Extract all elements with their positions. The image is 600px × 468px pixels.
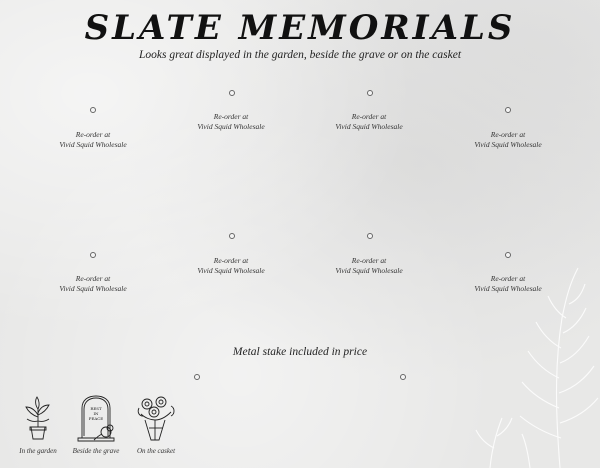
reorder-line-2: Vivid Squid Wholesale	[474, 140, 542, 149]
flower-bouquet-icon	[135, 394, 177, 444]
hanging-hole	[229, 233, 235, 239]
reorder-line-2: Vivid Squid Wholesale	[335, 266, 403, 275]
reorder-line-2: Vivid Squid Wholesale	[197, 122, 265, 131]
svg-text:REST: REST	[90, 406, 102, 411]
reorder-line-1: Re-order at	[75, 130, 111, 139]
reorder-label	[38, 274, 148, 294]
use-label-garden: In the garden	[19, 447, 57, 455]
hanging-hole	[367, 90, 373, 96]
gravestone-icon	[72, 394, 120, 444]
use-label-casket: On the casket	[136, 447, 176, 455]
reorder-line-1: Re-order at	[213, 112, 249, 121]
page-subtitle: Looks great displayed in the garden, beside the grave or on the casket	[138, 49, 462, 61]
svg-text:PEACE: PEACE	[88, 416, 104, 421]
stake-hole	[194, 374, 200, 380]
reorder-line-1: Re-order at	[351, 256, 387, 265]
reorder-line-1: Re-order at	[351, 112, 387, 121]
reorder-label	[176, 256, 286, 276]
hanging-hole	[90, 252, 96, 258]
use-label-grave: Beside the grave	[72, 447, 120, 455]
fern-decoration-icon	[470, 248, 600, 468]
hanging-hole	[505, 107, 511, 113]
reorder-line-2: Vivid Squid Wholesale	[335, 122, 403, 131]
reorder-label	[453, 130, 563, 150]
reorder-line-2: Vivid Squid Wholesale	[474, 284, 542, 293]
reorder-label	[38, 130, 148, 150]
hanging-hole	[229, 90, 235, 96]
hanging-hole	[367, 233, 373, 239]
reorder-label	[314, 256, 424, 276]
reorder-line-1: Re-order at	[490, 130, 526, 139]
reorder-label	[314, 112, 424, 132]
reorder-line-1: Re-order at	[490, 274, 526, 283]
hanging-hole	[90, 107, 96, 113]
stake-hole	[400, 374, 406, 380]
reorder-line-1: Re-order at	[75, 274, 111, 283]
potted-plant-icon	[22, 395, 54, 443]
svg-text:IN: IN	[93, 411, 99, 416]
stake-note: Metal stake included in price	[232, 346, 368, 358]
reorder-line-1: Re-order at	[213, 256, 249, 265]
reorder-line-2: Vivid Squid Wholesale	[197, 266, 265, 275]
reorder-line-2: Vivid Squid Wholesale	[59, 284, 127, 293]
page-title: SLATE MEMORIALS	[84, 8, 516, 48]
reorder-label	[176, 112, 286, 132]
reorder-line-2: Vivid Squid Wholesale	[59, 140, 127, 149]
